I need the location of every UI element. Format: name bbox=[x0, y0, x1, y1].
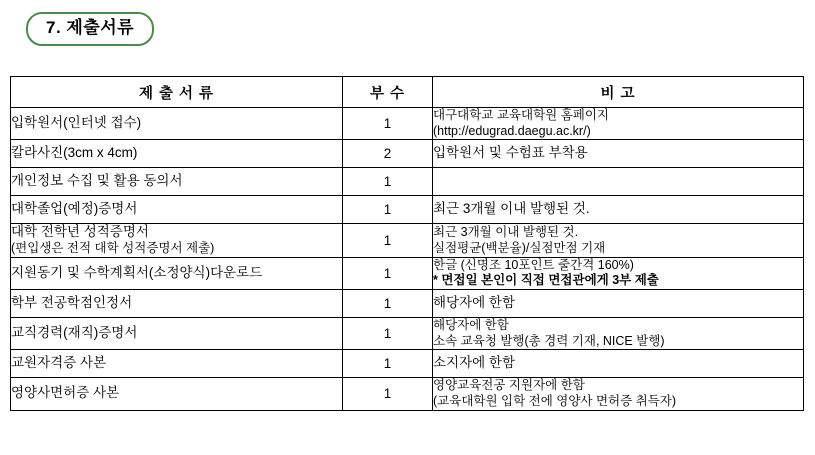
table-row bbox=[11, 140, 804, 168]
table-row bbox=[11, 290, 804, 318]
note-line: (교육대학원 입학 전에 영양사 면허증 취득자) bbox=[433, 393, 677, 408]
cell-note bbox=[433, 140, 804, 168]
cell-document-name bbox=[11, 196, 343, 224]
document-line: 지원동기 및 수학계획서(소정양식)다운로드 bbox=[11, 264, 263, 280]
cell-document-name bbox=[11, 168, 343, 196]
table-row bbox=[11, 224, 804, 258]
note-line: 소지자에 한함 bbox=[433, 355, 515, 371]
cell-quantity: 1 bbox=[343, 168, 433, 196]
document-line: 칼라사진(3cm x 4cm) bbox=[11, 145, 138, 161]
table-header-row bbox=[11, 77, 804, 108]
table-row bbox=[11, 257, 804, 289]
cell-document-name bbox=[11, 290, 343, 318]
cell-document-name bbox=[11, 318, 343, 350]
note-line: 최근 3개월 이내 발행된 것. bbox=[433, 224, 579, 239]
table-row bbox=[11, 318, 804, 350]
table-row bbox=[11, 108, 804, 140]
cell-document-name bbox=[11, 378, 343, 410]
cell-quantity: 2 bbox=[343, 140, 433, 168]
table-row bbox=[11, 196, 804, 224]
table-body bbox=[11, 108, 804, 411]
note-line: 실점평균(백분율)/실점만점 기재 bbox=[433, 240, 606, 255]
document-line: 교직경력(재직)증명서 bbox=[11, 325, 138, 341]
cell-quantity: 1 bbox=[343, 196, 433, 224]
document-line: 영양사면허증 사본 bbox=[11, 385, 120, 401]
cell-document-name bbox=[11, 108, 343, 140]
document-line: 학부 전공학점인정서 bbox=[11, 295, 133, 311]
column-header-note: 비 고 bbox=[433, 77, 804, 108]
cell-note bbox=[433, 257, 804, 289]
note-line: 입학원서 및 수험표 부착용 bbox=[433, 145, 588, 161]
note-line: 영양교육전공 지원자에 한함 bbox=[433, 378, 585, 393]
note-line: 소속 교육청 발행(총 경력 기재, NICE 발행) bbox=[433, 333, 665, 348]
cell-document-name bbox=[11, 257, 343, 289]
table-header bbox=[11, 77, 804, 108]
cell-document-name bbox=[11, 350, 343, 378]
cell-quantity: 1 bbox=[343, 290, 433, 318]
column-header-document: 제 출 서 류 bbox=[11, 77, 343, 108]
note-line: * 면접일 본인이 직접 면접관에게 3부 제출 bbox=[433, 273, 659, 288]
note-line: 해당자에 한함 bbox=[433, 295, 515, 311]
note-line: (http://edugrad.daegu.ac.kr/) bbox=[433, 123, 591, 138]
document-line: (편입생은 전적 대학 성적증명서 제출) bbox=[11, 241, 215, 256]
cell-quantity: 1 bbox=[343, 350, 433, 378]
document-line: 입학원서(인터넷 접수) bbox=[11, 115, 142, 131]
cell-quantity: 1 bbox=[343, 378, 433, 410]
table-row bbox=[11, 168, 804, 196]
document-line: 대학 전학년 성적증명서 bbox=[11, 224, 149, 240]
table-row bbox=[11, 378, 804, 410]
cell-note bbox=[433, 196, 804, 224]
note-line: 해당자에 한함 bbox=[433, 318, 509, 332]
cell-note bbox=[433, 318, 804, 350]
note-line: 최근 3개월 이내 발행된 것. bbox=[433, 201, 590, 217]
note-line: 한글 (신명조 10포인트 줄간격 160%) bbox=[433, 257, 634, 272]
cell-note bbox=[433, 290, 804, 318]
cell-note bbox=[433, 224, 804, 258]
document-line: 교원자격증 사본 bbox=[11, 355, 107, 371]
column-header-quantity: 부 수 bbox=[343, 77, 433, 108]
cell-note bbox=[433, 350, 804, 378]
cell-quantity: 1 bbox=[343, 257, 433, 289]
table-row bbox=[11, 350, 804, 378]
cell-quantity: 1 bbox=[343, 108, 433, 140]
document-line: 대학졸업(예정)증명서 bbox=[11, 201, 138, 217]
cell-note bbox=[433, 378, 804, 410]
document-line: 개인정보 수집 및 활용 동의서 bbox=[11, 173, 183, 189]
required-documents-table bbox=[10, 76, 804, 411]
section-heading: 7. 제출서류 bbox=[26, 12, 154, 46]
cell-quantity: 1 bbox=[343, 224, 433, 258]
cell-quantity: 1 bbox=[343, 318, 433, 350]
cell-document-name bbox=[11, 140, 343, 168]
cell-note bbox=[433, 168, 804, 196]
note-line: 대구대학교 교육대학원 홈페이지 bbox=[433, 108, 609, 122]
cell-note bbox=[433, 108, 804, 140]
cell-document-name bbox=[11, 224, 343, 258]
